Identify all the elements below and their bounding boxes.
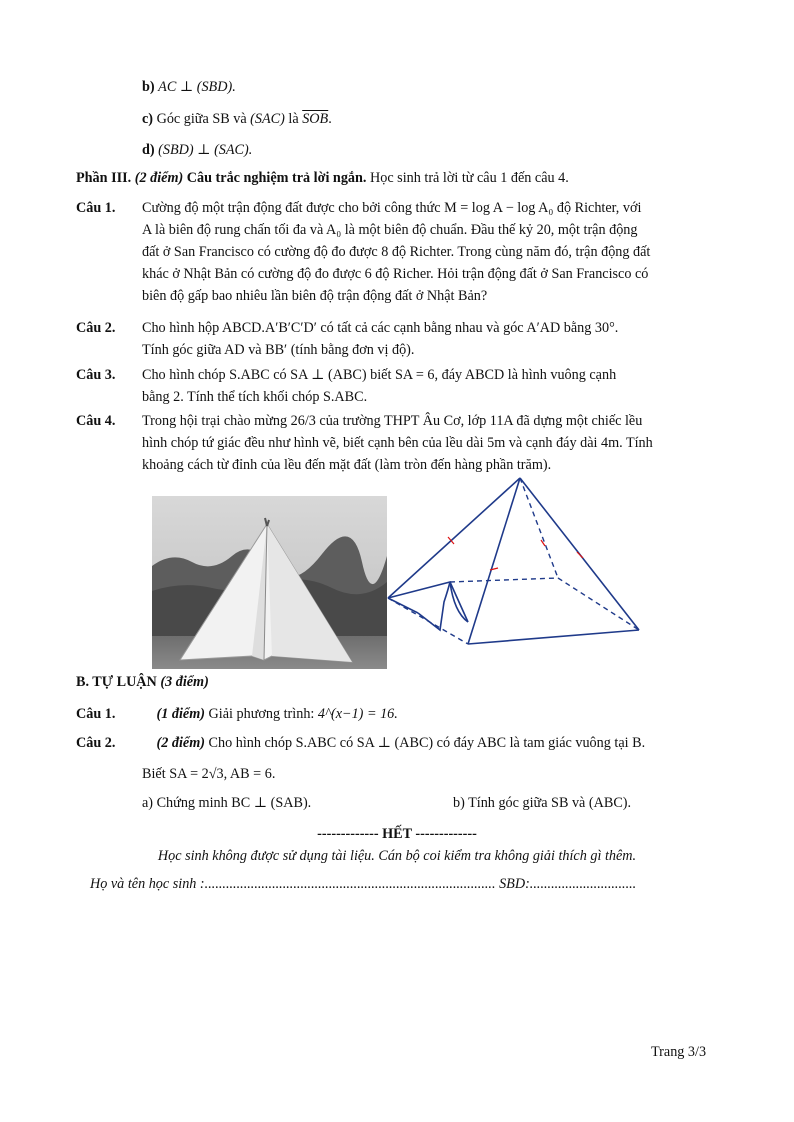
exam-note: Học sinh không được sử dụng tài liệu. Cán bộ coi kiểm tra không giải thích gì thêm. xyxy=(157,848,637,864)
question-1-body: Cường độ một trận động đất được cho bởi công thức M = log A − log A₀ độ Richter, với A là biên độ rung chấn tối đa và A₀ là một biên độ chuẩn. Đầu thế kỷ 20, một trận động đất ở San Francisco có cường độ đo được 8 độ Richter. Trong cùng năm đó, trận động đất khác ở Nhật Bản có cường độ đo được 6 độ Richer. Hỏi trận động đất ở San Francisco có biên độ gấp bao nhiêu lần biên độ trận động đất ở Nhật Bản? xyxy=(142,200,651,304)
partB-question-2-a: a) Chứng minh BC ⊥ (SAB). xyxy=(142,795,312,811)
pyramid-diagram xyxy=(382,472,644,647)
partB-question-2-line2: Biết SA = 2√3, AB = 6. xyxy=(142,766,276,782)
student-info: Họ và tên học sinh :.................................................................................. SBD:.............................. xyxy=(90,876,637,892)
question-4-label: Câu 4. xyxy=(76,413,116,429)
question-4-body: Trong hội trại chào mừng 26/3 của trường THPT Âu Cơ, lớp 11A đã dựng một chiếc lều hình chóp tứ giác đều như hình vẽ, biết cạnh bên của lều dài 5m và cạnh đáy dài 4m. Tính khoảng cách từ đỉnh của lều đến mặt đất (làm tròn đến hàng phần trăm). xyxy=(142,413,653,473)
tent-photo xyxy=(152,496,387,669)
page-number: Trang 3/3 xyxy=(651,1044,707,1060)
end-marker: ------------- HẾT ------------- xyxy=(317,826,477,842)
partB-question-2: Câu 2. (2 điểm) Cho hình chóp S.ABC có SA ⊥ (ABC) có đáy ABC là tam giác vuông tại B. xyxy=(76,735,646,751)
question-2-label: Câu 2. xyxy=(76,320,116,336)
part3-heading: Phần III. (2 điểm) Câu trắc nghiệm trả lời ngắn. Học sinh trả lời từ câu 1 đến câu 4. xyxy=(76,170,569,186)
question-3-body: Cho hình chóp S.ABC có SA ⊥ (ABC) biết SA = 6, đáy ABCD là hình vuông cạnh bằng 2. Tính thể tích khối chóp S.ABC. xyxy=(142,367,617,405)
question-1-label: Câu 1. xyxy=(76,200,116,216)
partB-question-1: Câu 1. (1 điểm) Giải phương trình: 4^(x−1) = 16. xyxy=(76,706,398,722)
option-d: d) (SBD) ⊥ (SAC). xyxy=(142,142,253,158)
option-b: b) AC ⊥ (SBD). xyxy=(142,79,236,95)
option-c: c) Góc giữa SB và (SAC) là $\overline{SOB}$. xyxy=(142,111,332,127)
partB-heading: B. TỰ LUẬN (3 điểm) xyxy=(76,674,209,690)
question-2-body: Cho hình hộp ABCD.A′B′C′D′ có tất cả các cạnh bằng nhau và góc A′AD bằng 30°. Tính góc giữa AD và BB′ (tính bằng đơn vị độ). xyxy=(142,320,619,358)
partB-question-2-b: b) Tính góc giữa SB và (ABC). xyxy=(453,795,632,811)
question-3-label: Câu 3. xyxy=(76,367,116,383)
